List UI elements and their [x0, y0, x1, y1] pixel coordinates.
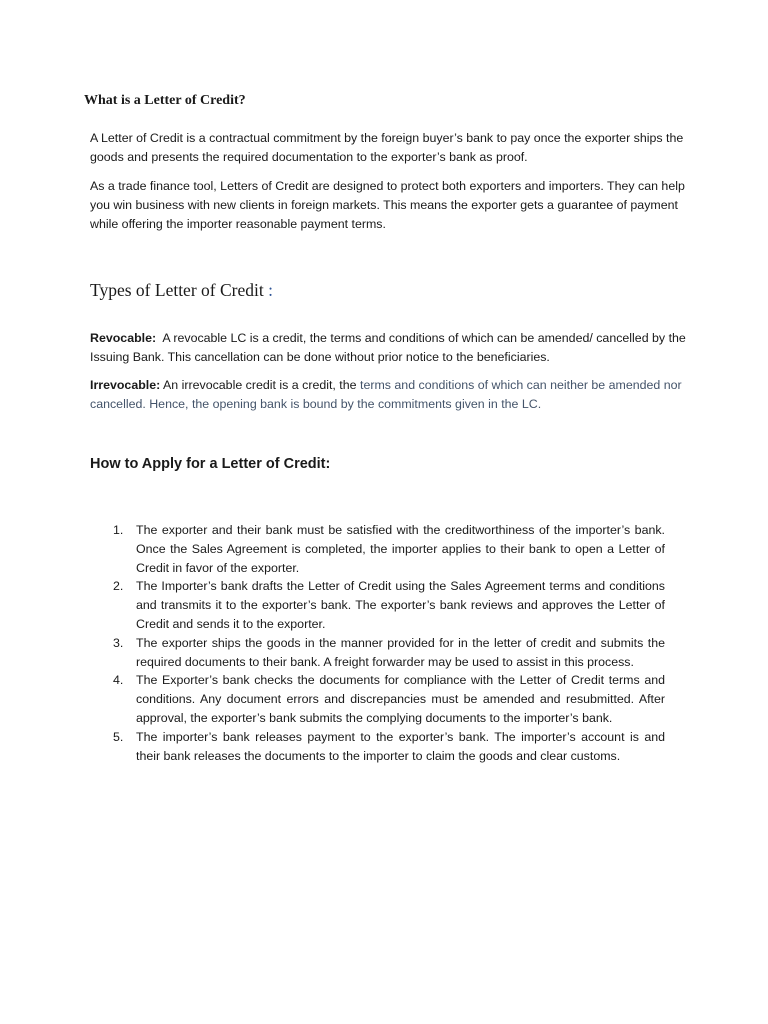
intro-paragraph-2: As a trade finance tool, Letters of Credit are designed to protect both exporters and importers. They can help you win business with new clients in foreign markets. This means the exporter gets a guarantee of payment while offering the importer reasonable payment terms.: [90, 179, 685, 231]
list-item-number: 4.: [113, 673, 124, 688]
list-item: [110, 577, 665, 633]
section-heading-what-is-lc: What is a Letter of Credit?: [84, 93, 246, 108]
section-heading-types: [90, 280, 273, 301]
list-item-number: 3.: [113, 635, 124, 650]
types-heading-text: Types of Letter of Credit: [90, 280, 264, 300]
intro-paragraph-1: A Letter of Credit is a contractual commitment by the foreign buyer’s bank to pay once the exporter ships the goods and presents the required documentation to the exporter’s bank as proof.: [90, 131, 684, 164]
list-item: [110, 728, 665, 766]
list-item: [110, 521, 665, 577]
list-item-text: The Importer’s bank drafts the Letter of Credit using the Sales Agreement terms and conditions and transmits it to the exporter’s bank. The exporter’s bank reviews and approves the Letter of Credit and sends it to the exporter.: [136, 579, 665, 631]
list-item-text: The Exporter’s bank checks the documents for compliance with the Letter of Credit terms and conditions. Any document errors and discrepancies must be amended and resubmitted. After approval, the exporter’s bank submits the complying documents to the importer’s bank.: [136, 673, 665, 725]
application-steps-list: [110, 521, 665, 765]
list-item-number: 2.: [113, 579, 124, 594]
section-heading-how-to-apply: How to Apply for a Letter of Credit:: [90, 456, 331, 472]
types-heading-colon: :: [268, 280, 273, 300]
revocable-term: Revocable:: [90, 331, 157, 345]
list-item-number: 1.: [113, 523, 124, 537]
revocable-text: A revocable LC is a credit, the terms and conditions of which can be amended/ cancelled by the Issuing Bank. This cancellation can be done without prior notice to the beneficiaries.: [90, 331, 686, 364]
irrevocable-highlight-text: terms and conditions of which can neither be amended nor cancelled. Hence, the opening bank is bound by the commitments given in the LC.: [90, 378, 682, 411]
list-item-text: The importer’s bank releases payment to the exporter’s bank. The importer’s account is and their bank releases the documents to the importer to claim the goods and clear customs.: [136, 729, 665, 763]
list-item-number: 5.: [113, 729, 124, 744]
irrevocable-term: Irrevocable:: [90, 378, 161, 392]
irrevocable-paragraph: [90, 376, 690, 414]
list-item-text: The exporter and their bank must be satisfied with the creditworthiness of the importer’s bank. Once the Sales Agreement is completed, the importer applies to their bank to open a Letter of Credit in favor of the exporter.: [136, 523, 665, 575]
list-item-text: The exporter ships the goods in the manner provided for in the letter of credit and submits the required documents to their bank. A freight forwarder may be used to assist in this process.: [136, 635, 665, 669]
list-item: [110, 671, 665, 727]
irrevocable-text: An irrevocable credit is a credit, the: [163, 378, 357, 392]
list-item: [110, 634, 665, 672]
revocable-paragraph: [90, 329, 690, 367]
